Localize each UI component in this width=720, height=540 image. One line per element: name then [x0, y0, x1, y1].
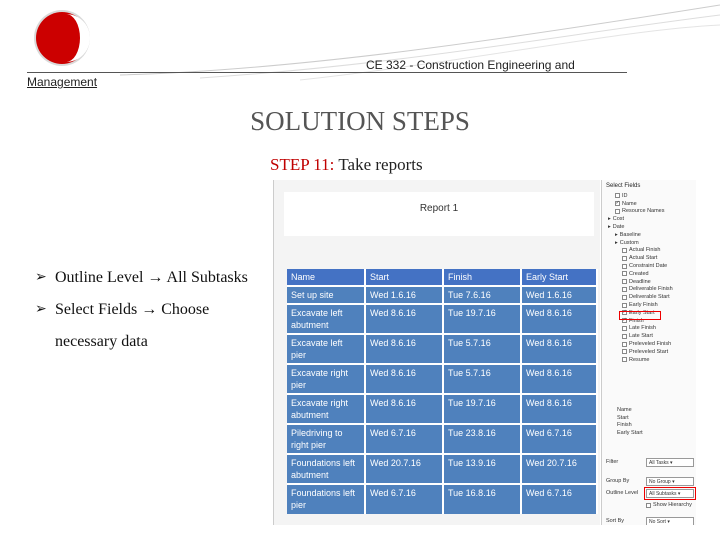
checkbox[interactable]: [622, 357, 627, 362]
checkbox[interactable]: [615, 193, 620, 198]
table-cell[interactable]: Tue 13.9.16: [443, 454, 521, 484]
field-label: Constraint Date: [629, 263, 668, 270]
field-label: Name: [622, 200, 637, 207]
field-item[interactable]: [602, 293, 696, 301]
group-by-value: No Group: [649, 479, 671, 485]
filter-label: Filter: [606, 459, 619, 465]
table-cell[interactable]: Excavate right abutment: [287, 394, 365, 424]
report-title: Report 1: [284, 192, 594, 236]
filter-select[interactable]: All Tasks ▾: [646, 458, 694, 467]
checkbox[interactable]: [622, 256, 627, 261]
outline-level-label: Outline Level: [606, 490, 639, 496]
bullet-list: [35, 262, 265, 358]
field-label: Date: [612, 224, 625, 231]
field-item[interactable]: [602, 262, 696, 270]
field-list-pane: [601, 180, 696, 525]
group-by-select[interactable]: No Group ▾: [646, 477, 694, 486]
field-label: Resource Names: [622, 208, 665, 215]
field-label: Deliverable Start: [629, 294, 670, 301]
step-label: STEP 11:: [270, 155, 335, 174]
table-cell[interactable]: Piledriving to right pier: [287, 424, 365, 454]
column-header[interactable]: Name: [287, 269, 365, 286]
table-cell[interactable]: Wed 20.7.16: [521, 454, 597, 484]
field-label: Cost: [612, 216, 625, 223]
university-logo-icon: [30, 8, 94, 68]
table-cell[interactable]: Excavate right pier: [287, 364, 365, 394]
course-subtitle: Management: [27, 75, 98, 89]
outline-level-value: All Subtasks: [649, 491, 677, 497]
field-item[interactable]: [602, 192, 696, 200]
checkbox[interactable]: [646, 503, 651, 508]
course-title: CE 332 - Construction Engineering and: [366, 58, 575, 72]
table-cell[interactable]: Wed 8.6.16: [365, 304, 443, 334]
sort-by-select[interactable]: No Sort ▾: [646, 517, 694, 525]
field-label: Baseline: [619, 231, 641, 238]
bullet-text: Outline Level → All Subtasks: [55, 269, 248, 286]
table-cell[interactable]: Wed 8.6.16: [521, 394, 597, 424]
checkbox[interactable]: [622, 349, 627, 354]
checkbox[interactable]: [622, 287, 627, 292]
field-label: Early Finish: [629, 302, 658, 309]
expand-caret-icon[interactable]: ▸: [615, 231, 618, 238]
sort-by-label: Sort By: [606, 518, 625, 524]
table-cell[interactable]: Wed 8.6.16: [365, 364, 443, 394]
field-item[interactable]: [602, 325, 696, 333]
selected-field[interactable]: Early Start: [617, 429, 643, 436]
arrow-bullet-icon: ➢: [35, 302, 47, 317]
expand-caret-icon[interactable]: ▸: [608, 216, 611, 223]
outline-level-highlight: [644, 487, 696, 500]
bullet-item: [35, 294, 265, 358]
table-cell[interactable]: Wed 8.6.16: [365, 334, 443, 364]
table-cell[interactable]: Foundations left pier: [287, 484, 365, 514]
field-label: Created: [629, 270, 649, 277]
selected-field[interactable]: Name: [617, 407, 632, 413]
filter-value: All Tasks: [649, 460, 669, 466]
field-label: Deliverable Finish: [629, 286, 673, 293]
field-item[interactable]: [602, 215, 696, 223]
table-row[interactable]: [287, 286, 597, 304]
field-item[interactable]: [602, 286, 696, 294]
table-row[interactable]: [287, 364, 597, 394]
table-row[interactable]: [287, 394, 597, 424]
field-label: Finish: [629, 317, 644, 324]
table-row[interactable]: [287, 334, 597, 364]
table-row[interactable]: [287, 424, 597, 454]
table-cell[interactable]: Wed 6.7.16: [365, 424, 443, 454]
table-cell[interactable]: Excavate left abutment: [287, 304, 365, 334]
table-cell[interactable]: Wed 8.6.16: [521, 334, 597, 364]
field-item[interactable]: [602, 254, 696, 262]
table-row[interactable]: [287, 484, 597, 514]
checkbox[interactable]: [622, 279, 627, 284]
table-cell[interactable]: Tue 19.7.16: [443, 394, 521, 424]
field-label: Early Start: [629, 309, 655, 316]
table-cell[interactable]: Wed 6.7.16: [521, 424, 597, 454]
field-label: Deadline: [629, 278, 651, 285]
column-header[interactable]: Finish: [443, 269, 521, 286]
field-item[interactable]: [602, 348, 696, 356]
table-row[interactable]: [287, 454, 597, 484]
group-by-label: Group By: [606, 478, 630, 484]
table-cell[interactable]: Excavate left pier: [287, 334, 365, 364]
field-item[interactable]: [602, 340, 696, 348]
field-item[interactable]: [602, 270, 696, 278]
table-cell[interactable]: Foundations left abutment: [287, 454, 365, 484]
table-cell[interactable]: Wed 6.7.16: [365, 484, 443, 514]
table-cell[interactable]: Wed 8.6.16: [365, 394, 443, 424]
table-cell[interactable]: Wed 1.6.16: [521, 286, 597, 304]
table-row[interactable]: [287, 304, 597, 334]
field-item[interactable]: [602, 278, 696, 286]
column-header[interactable]: Early Start: [521, 269, 597, 286]
table-cell[interactable]: Set up site: [287, 286, 365, 304]
table-cell[interactable]: Tue 5.7.16: [443, 334, 521, 364]
step-heading: [270, 155, 423, 175]
bullet-item: [35, 262, 265, 294]
checkbox[interactable]: [622, 334, 627, 339]
field-item[interactable]: [602, 301, 696, 309]
checkbox[interactable]: [615, 209, 620, 214]
outline-level-select[interactable]: All Subtasks ▾: [646, 489, 694, 498]
early-start-highlight: [619, 311, 661, 320]
field-label: Late Finish: [629, 325, 656, 332]
arrow-bullet-icon: ➢: [35, 270, 47, 285]
table-cell[interactable]: Wed 8.6.16: [521, 304, 597, 334]
selected-field[interactable]: Start: [617, 414, 629, 421]
checkbox[interactable]: [622, 303, 627, 308]
field-item[interactable]: [602, 223, 696, 231]
step-text: Take reports: [334, 155, 423, 174]
table-cell[interactable]: Tue 5.7.16: [443, 364, 521, 394]
selected-field[interactable]: Finish: [617, 422, 632, 428]
field-label: Custom: [619, 239, 639, 246]
field-item[interactable]: [602, 247, 696, 255]
checkbox[interactable]: [622, 264, 627, 269]
table-cell[interactable]: Wed 6.7.16: [521, 484, 597, 514]
show-hierarchy-option[interactable]: [646, 502, 692, 508]
table-cell[interactable]: Wed 8.6.16: [521, 364, 597, 394]
sort-by-value: No Sort: [649, 519, 666, 525]
table-cell[interactable]: Tue 23.8.16: [443, 424, 521, 454]
table-cell[interactable]: Tue 19.7.16: [443, 304, 521, 334]
header-rule: [27, 72, 627, 73]
table-cell[interactable]: Tue 16.8.16: [443, 484, 521, 514]
field-label: Actual Start: [629, 255, 658, 262]
checkbox[interactable]: [622, 248, 627, 253]
field-item[interactable]: [602, 332, 696, 340]
slide-title: SOLUTION STEPS: [250, 106, 470, 136]
field-label: Resume: [629, 356, 650, 363]
field-item[interactable]: [602, 231, 696, 239]
field-item[interactable]: [602, 208, 696, 216]
field-label: Late Start: [629, 333, 653, 340]
field-label: Preleveled Start: [629, 348, 669, 355]
checkbox[interactable]: [615, 201, 620, 206]
field-label: Actual Finish: [629, 247, 661, 254]
table-cell[interactable]: Wed 20.7.16: [365, 454, 443, 484]
expand-caret-icon[interactable]: ▸: [608, 224, 611, 231]
field-list-header: Select Fields: [606, 183, 641, 189]
header-decoration: [0, 0, 720, 90]
field-item[interactable]: [602, 200, 696, 208]
field-label: Preleveled Finish: [629, 341, 672, 348]
expand-caret-icon[interactable]: ▸: [615, 239, 618, 246]
checkbox[interactable]: [622, 295, 627, 300]
column-header[interactable]: Start: [365, 269, 443, 286]
table-cell[interactable]: Wed 1.6.16: [365, 286, 443, 304]
field-item[interactable]: [602, 356, 696, 364]
field-item[interactable]: [602, 239, 696, 247]
table-cell[interactable]: Tue 7.6.16: [443, 286, 521, 304]
checkbox[interactable]: [622, 326, 627, 331]
report-canvas[interactable]: [273, 180, 600, 525]
show-hierarchy-label: Show Hierarchy: [653, 502, 692, 508]
checkbox[interactable]: [622, 342, 627, 347]
bullet-text: Select Fields → Choose necessary data: [55, 301, 210, 350]
checkbox[interactable]: [622, 271, 627, 276]
field-label: ID: [622, 192, 628, 199]
report-table[interactable]: [287, 269, 598, 514]
